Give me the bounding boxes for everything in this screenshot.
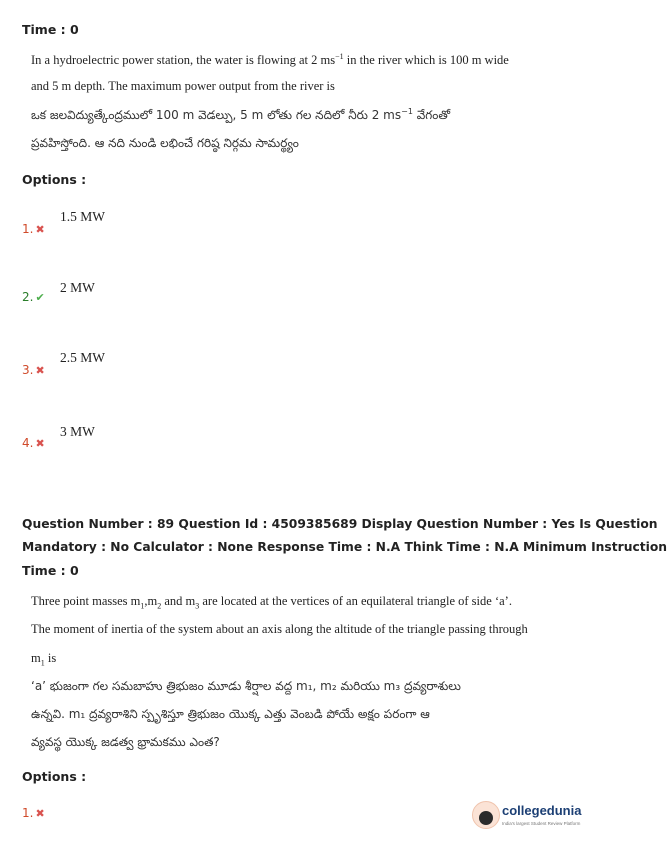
question-text-en-line3: $m_1$ is xyxy=(31,651,57,668)
question-text-en-line1: Three point masses $m_1,m_2$ and $m_3$ are located at the vertices of an equilateral triangle of side ‘a’. xyxy=(31,594,512,611)
option-1-number: 1. ✖ xyxy=(22,806,45,820)
question-text-te-line3: వ్యవస్థ యొక్క జడత్వ భ్రామకము ఎంత? xyxy=(31,735,220,749)
option-1-text: 1.5 MW xyxy=(60,209,105,224)
collegedunia-logo xyxy=(472,797,590,837)
option-3-text: 2.5 MW xyxy=(60,350,105,365)
option-4-number: 4. ✖ xyxy=(22,436,45,450)
cross-icon: ✖ xyxy=(35,437,45,450)
cross-icon: ✖ xyxy=(35,223,45,236)
question-text-te-line2: ప్రవహిస్తోంది. ఆ నది నుండి లభించే గరిష్ఠ నిర్గమ సామర్థ్యం xyxy=(31,136,299,150)
option-1-number: 1. ✖ xyxy=(22,222,45,236)
time-label: Time : 0 xyxy=(22,22,79,37)
cross-icon: ✖ xyxy=(35,807,45,820)
question-meta-line1: Question Number : 89 Question Id : 4509385689 Display Question Number : Yes Is Question xyxy=(22,517,658,531)
cross-icon: ✖ xyxy=(35,364,45,377)
mascot-icon xyxy=(472,801,500,829)
options-label: Options : xyxy=(22,769,87,784)
option-2-text: 2 MW xyxy=(60,280,95,295)
options-label: Options : xyxy=(22,172,87,187)
option-4-text: 3 MW xyxy=(60,424,95,439)
option-2-number: 2. ✔ xyxy=(22,290,45,304)
checkmark-icon: ✔ xyxy=(35,291,45,304)
question-text-te-line1: ఒక జలవిద్యుత్కేంద్రములో 100 m వెడల్పు, 5 m లోతు గల నదిలో నీరు 2 $ms^{-1}$ వేగంతో xyxy=(31,107,451,122)
logo-tagline: India's largest Student Review Platform xyxy=(502,821,581,826)
question-text-en-line1: In a hydroelectric power station, the water is flowing at 2 $ms^{-1}$ in the river which is 100 m wide xyxy=(31,52,509,68)
logo-name: collegedunia xyxy=(502,803,582,818)
time-label: Time : 0 xyxy=(22,563,79,578)
question-text-en-line2: and 5 m depth. The maximum power output from the river is xyxy=(31,79,335,93)
question-text-en-line2: The moment of inertia of the system about an axis along the altitude of the triangle passing through xyxy=(31,622,528,636)
question-text-te-line1: ‘a’ భుజంగా గల సమబాహు త్రిభుజం మూడు శీర్షాల వద్ద m₁, m₂ మరియు m₃ ద్రవ్యరాశులు xyxy=(31,679,461,693)
option-3-number: 3. ✖ xyxy=(22,363,45,377)
question-meta-line2: Mandatory : No Calculator : None Response Time : N.A Think Time : N.A Minimum Instruction xyxy=(22,540,667,554)
question-text-te-line2: ఉన్నవి. m₁ ద్రవ్యరాశిని స్పృశిస్తూ త్రిభుజం యొక్క ఎత్తు వెంబడి పోయే అక్షం పరంగా ఆ xyxy=(31,707,430,721)
